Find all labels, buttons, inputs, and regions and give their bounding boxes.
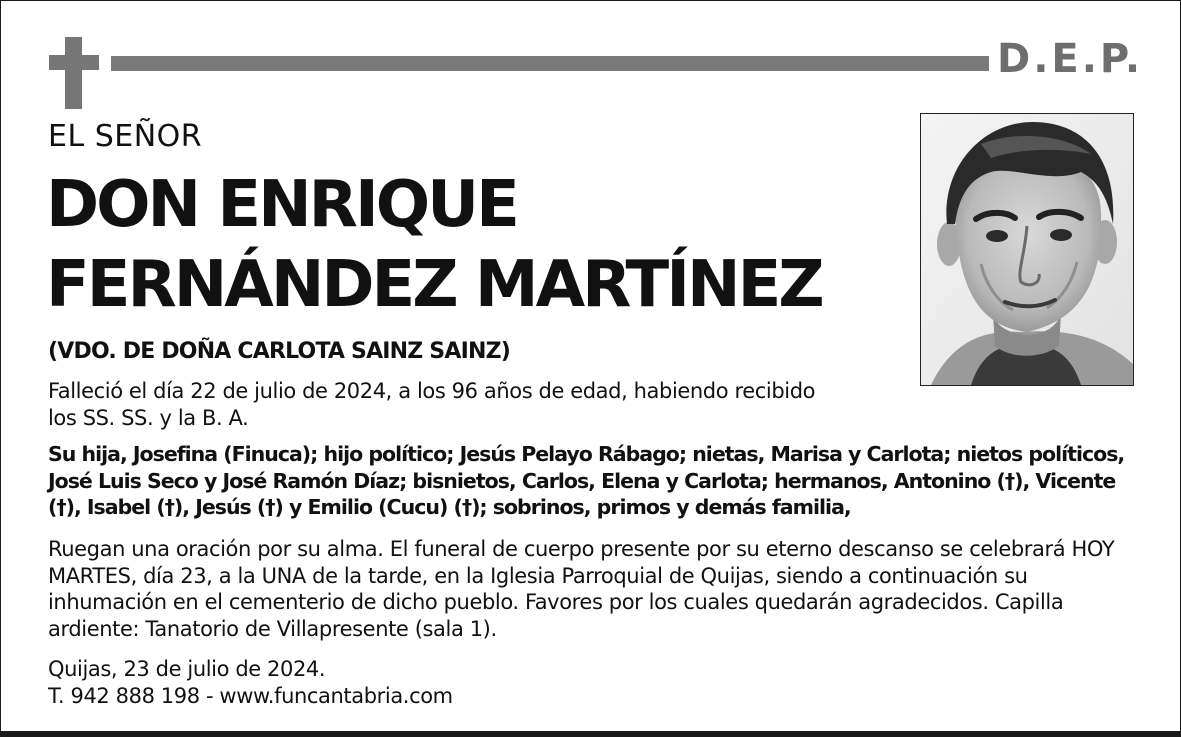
header-rule [111,56,989,71]
salutation: EL SEÑOR [48,119,203,154]
deceased-name-line-1: DON ENRIQUE [46,168,517,242]
contact-line: T. 942 888 198 - www.funcantabria.com [48,683,453,708]
dep-label: D.E.P. [997,36,1144,82]
portrait-image [921,114,1133,385]
cross-icon [49,37,99,109]
family-paragraph: Su hija, Josefina (Finuca); hijo político; Jesús Pelayo Rábago; nietas, Marisa y Carlota; nietos políticos, José Luis Seco y José Ramón Díaz; bisnietos, Carlos, Elena y Carlota; hermanos, Antonino (†), Vicente (†), Isabel (†), Jesús (†) y Emilio (Cucu) (†); sobrinos, primos y demás familia, [48,442,1125,519]
spouse-note: (VDO. DE DOÑA CARLOTA SAINZ SAINZ) [48,339,510,364]
portrait-photo [920,113,1134,386]
death-paragraph: Falleció el día 22 de julio de 2024, a los 96 años de edad, habiendo recibido los SS. SS. y la B. A. [48,379,816,430]
footer-block [48,656,748,709]
ceremony-paragraph: Ruegan una oración por su alma. El funeral de cuerpo presente por su eterno descanso se celebrará HOY MARTES, día 23, a la UNA de la tarde, en la Iglesia Parroquial de Quijas, siendo a continuación su inhumación en el cementerio de dicho pueblo. Favores por los cuales quedarán agradecidos. Capilla ardiente: Tanatorio de Villapresente (sala 1). [48,537,1115,641]
deceased-name-line-2: FERNÁNDEZ MARTÍNEZ [46,248,822,322]
place-date: Quijas, 23 de julio de 2024. [48,657,326,681]
